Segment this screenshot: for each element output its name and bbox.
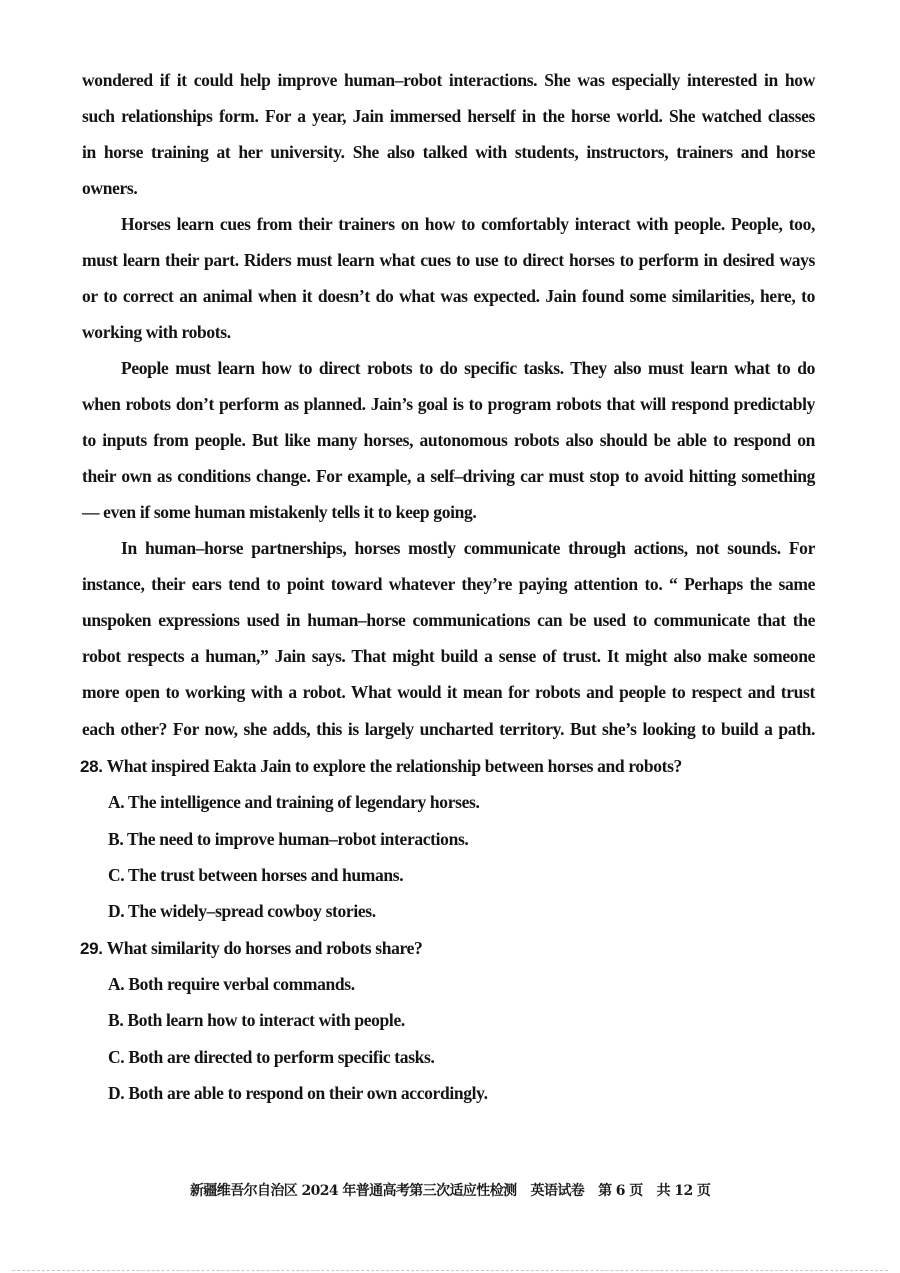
page-number: 第 6 页 bbox=[598, 1183, 643, 1199]
exam-title: 新疆维吾尔自治区 2024 年普通高考第三次适应性检测 bbox=[190, 1183, 517, 1199]
question-28 bbox=[80, 748, 815, 784]
passage-line: such relationships form. For a year, Jain immersed herself in the horse world. She watched classes bbox=[82, 106, 815, 126]
passage-line: working with robots. bbox=[82, 322, 231, 342]
passage-line: robot respects a human,” Jain says. That might build a sense of trust. It might also make someone bbox=[82, 646, 815, 666]
question-number: 29. bbox=[80, 939, 103, 958]
passage-line: their own as conditions change. For example, a self–driving car must stop to avoid hitting something bbox=[82, 466, 815, 486]
question-stem: What similarity do horses and robots share? bbox=[106, 938, 423, 958]
passage-line: instance, their ears tend to point toward whatever they’re paying attention to. “ Perhaps the same bbox=[82, 574, 815, 594]
passage-line: unspoken expressions used in human–horse communications can be used to communicate that the bbox=[82, 610, 815, 630]
passage-line: Horses learn cues from their trainers on how to comfortably interact with people. People, too, bbox=[121, 214, 815, 234]
passage-line: when robots don’t perform as planned. Jain’s goal is to program robots that will respond predictably bbox=[82, 394, 815, 414]
passage-line: People must learn how to direct robots to do specific tasks. They also must learn what to do bbox=[121, 358, 815, 378]
page-footer bbox=[190, 1177, 710, 1205]
question-29 bbox=[80, 930, 815, 966]
subject-label: 英语试卷 bbox=[530, 1183, 585, 1199]
scan-edge-divider bbox=[12, 1270, 888, 1271]
passage-line: or to correct an animal when it doesn’t do what was expected. Jain found some similarities, here, to bbox=[82, 286, 815, 306]
total-pages: 共 12 页 bbox=[656, 1183, 711, 1199]
option-29-c[interactable]: C. Both are directed to perform specific tasks. bbox=[108, 1047, 435, 1067]
passage-line: to inputs from people. But like many horses, autonomous robots also should be able to respond on bbox=[82, 430, 815, 450]
passage-line: must learn their part. Riders must learn what cues to use to direct horses to perform in desired ways bbox=[82, 250, 815, 270]
passage-line: more open to working with a robot. What would it mean for robots and people to respect and trust bbox=[82, 682, 815, 702]
passage-line: each other? For now, she adds, this is largely uncharted territory. But she’s looking to build a path. bbox=[82, 719, 815, 739]
passage-line: owners. bbox=[82, 178, 138, 198]
option-29-d[interactable]: D. Both are able to respond on their own accordingly. bbox=[108, 1083, 488, 1103]
option-28-a[interactable]: A. The intelligence and training of legendary horses. bbox=[108, 792, 480, 812]
option-28-b[interactable]: B. The need to improve human–robot interactions. bbox=[108, 829, 469, 849]
passage-line: in horse training at her university. She also talked with students, instructors, trainers and horse bbox=[82, 142, 815, 162]
option-29-b[interactable]: B. Both learn how to interact with people. bbox=[108, 1010, 405, 1030]
passage-line: In human–horse partnerships, horses mostly communicate through actions, not sounds. For bbox=[121, 538, 815, 558]
option-28-d[interactable]: D. The widely–spread cowboy stories. bbox=[108, 901, 376, 921]
option-28-c[interactable]: C. The trust between horses and humans. bbox=[108, 865, 404, 885]
passage-line: wondered if it could help improve human–robot interactions. She was especially interested in how bbox=[82, 70, 815, 90]
question-number: 28. bbox=[80, 757, 103, 776]
question-stem: What inspired Eakta Jain to explore the relationship between horses and robots? bbox=[106, 756, 682, 776]
passage-line: — even if some human mistakenly tells it to keep going. bbox=[82, 502, 477, 522]
option-29-a[interactable]: A. Both require verbal commands. bbox=[108, 974, 355, 994]
